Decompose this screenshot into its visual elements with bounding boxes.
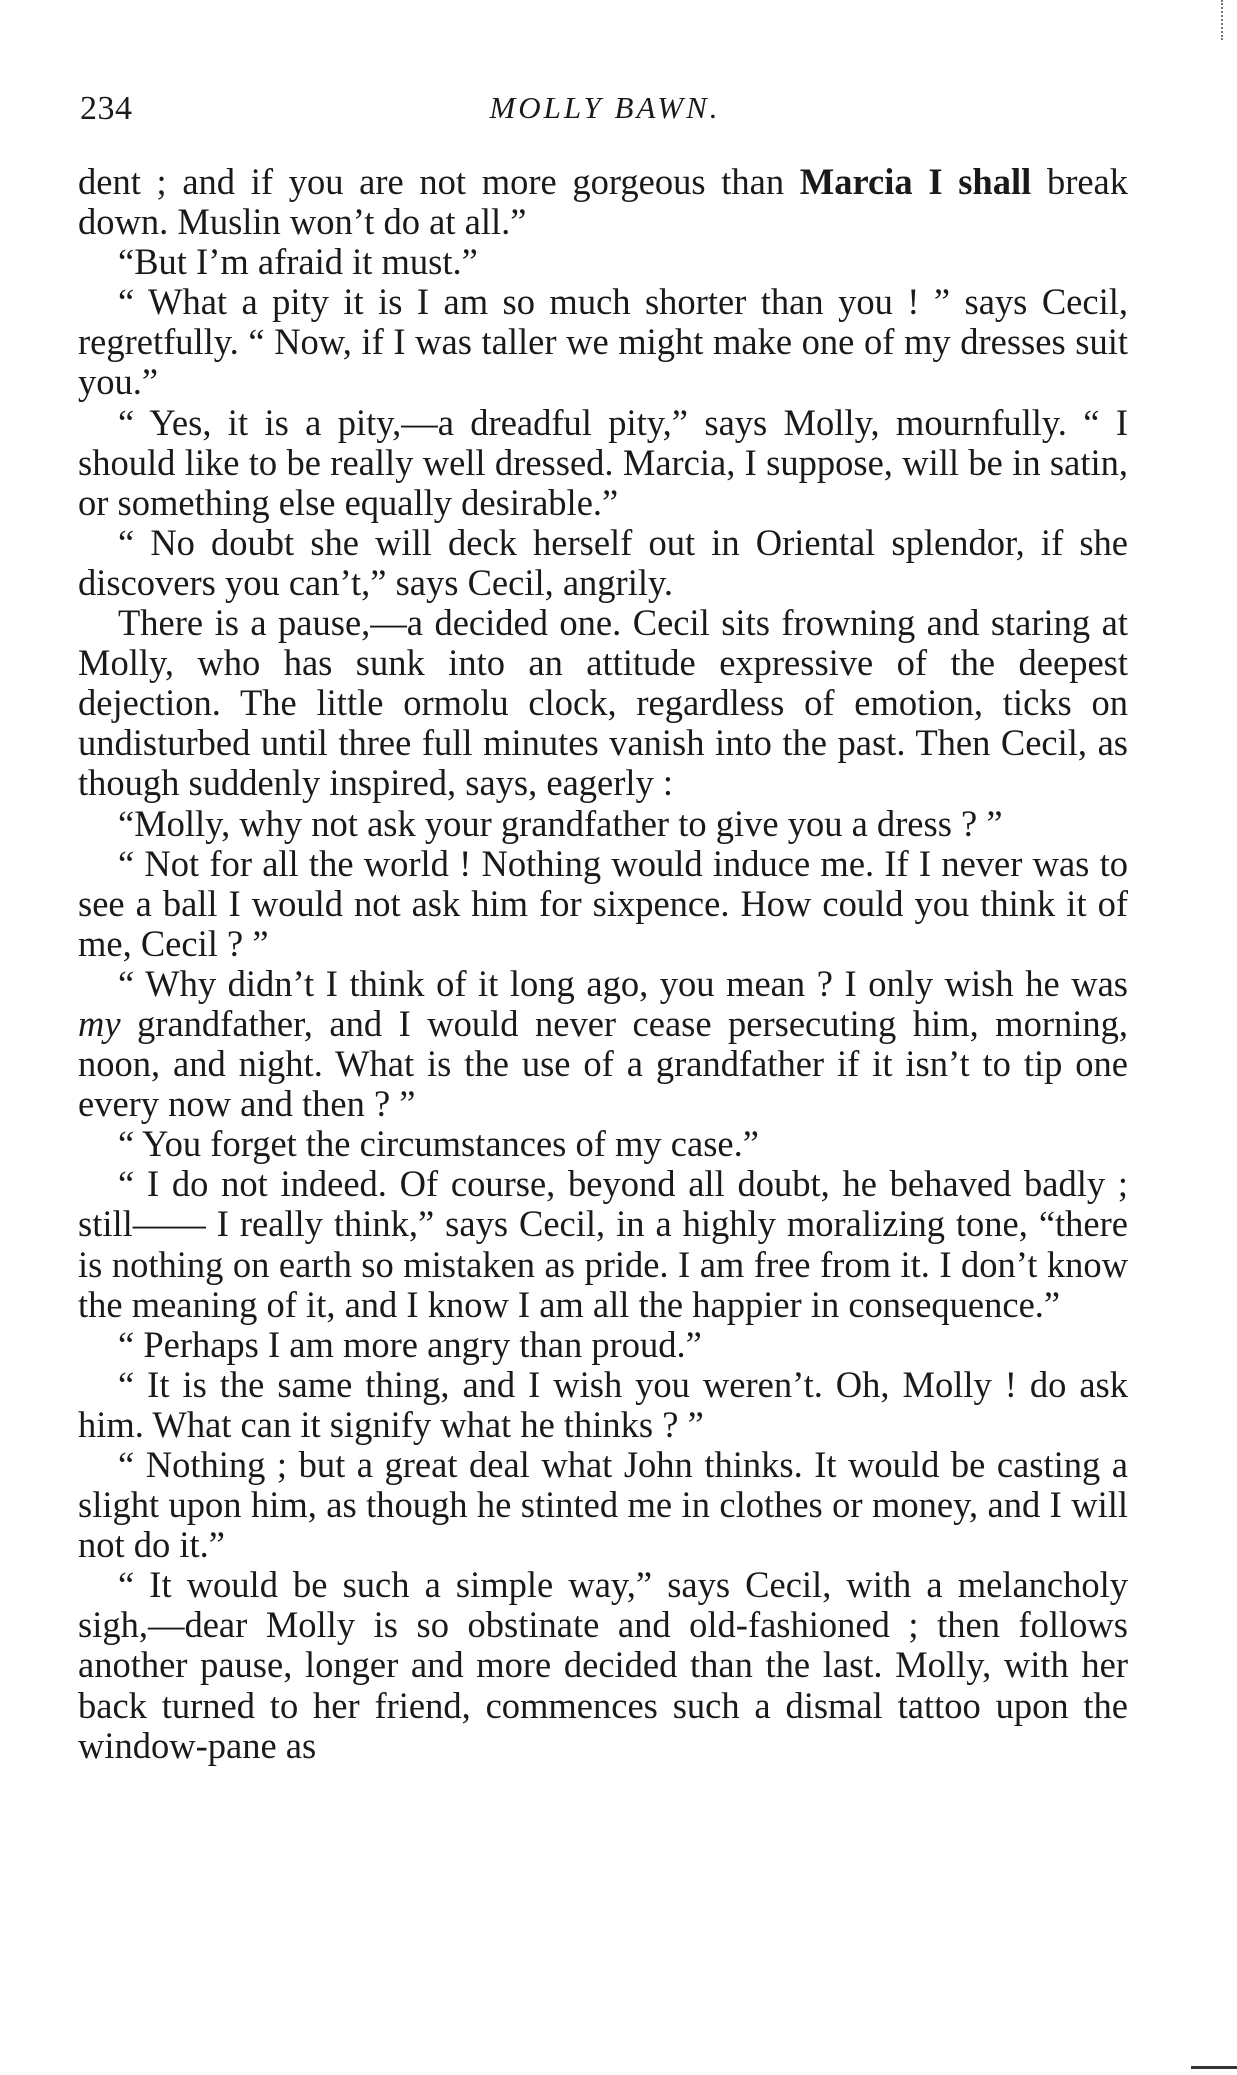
page-edge-mark <box>1221 0 1237 40</box>
paragraph-9-italic: my <box>78 1002 121 1044</box>
body-text <box>78 162 1128 1766</box>
paragraph-11: “ I do not indeed. Of course, beyond all doubt, he behaved badly ; still—— I really think,” says Cecil, in a highly moralizing tone, “there is nothing on earth so mistaken as pride. I am free from it. I don’t know the meaning of it, and I know I am all the happier in consequence.” <box>78 1163 1128 1325</box>
paragraph-4: “ Yes, it is a pity,—a dreadful pity,” says Molly, mournfully. “ I should like to be really well dressed. Marcia, I suppose, will be in satin, or something else equally desirable.” <box>78 401 1128 523</box>
paragraph-13: “ It is the same thing, and I wish you weren’t. Oh, Molly ! do ask him. What can it signify what he thinks ? ” <box>78 1363 1128 1445</box>
paragraph-10: “ You forget the circumstances of my case.” <box>118 1123 759 1165</box>
paragraph-7: “Molly, why not ask your grandfather to give you a dress ? ” <box>118 802 1003 844</box>
paragraph-9-part-c: grandfather, and I would never cease persecuting him, morning, noon, and night. What is the use of a grandfather if it isn’t to tip one every now and then ? ” <box>78 1002 1128 1125</box>
page-edge-mark-bottom <box>1191 2066 1237 2069</box>
paragraph-8: “ Not for all the world ! Nothing would induce me. If I never was to see a ball I would not ask him for sixpence. How could you think it of me, Cecil ? ” <box>78 842 1128 964</box>
paragraph-1-emphasis: Marcia I shall <box>799 161 1032 202</box>
running-title: MOLLY BAWN. <box>489 90 721 125</box>
paragraph-15: “ It would be such a simple way,” says Cecil, with a melancholy sigh,—dear Molly is so obstinate and old-fashioned ; then follows another pause, longer and more decided than the last. Molly, with her back turned to her friend, commences such a dismal tattoo upon the window-pane as <box>78 1564 1128 1766</box>
paragraph-1-part-c: break down. Muslin won’t do at all.” <box>78 161 1128 243</box>
paragraph-2: “But I’m afraid it must.” <box>118 241 478 283</box>
paragraph-1-part-a: dent ; and if you are not more gorgeous than <box>78 161 800 202</box>
paragraph-12: “ Perhaps I am more angry than proud.” <box>118 1323 702 1365</box>
paragraph-1 <box>78 162 1128 242</box>
paragraph-3: “ What a pity it is I am so much shorter than you ! ” says Cecil, regretfully. “ Now, if I was taller we might make one of my dresses suit you.” <box>78 281 1128 403</box>
paragraph-6: There is a pause,—a decided one. Cecil sits frowning and staring at Molly, who has sunk into an attitude expressive of the deepest dejection. The little ormolu clock, regardless of emotion, ticks on undisturbed until three full minutes vanish into the past. Then Cecil, as though suddenly inspired, says, eagerly : <box>78 602 1128 804</box>
page-header <box>80 80 1130 140</box>
paragraph-14: “ Nothing ; but a great deal what John thinks. It would be casting a slight upon him, as though he stinted me in clothes or money, and I will not do it.” <box>78 1444 1128 1566</box>
page-number: 234 <box>80 90 133 127</box>
paragraph-5: “ No doubt she will deck herself out in Oriental splendor, if she discovers you can’t,” says Cecil, angrily. <box>78 521 1128 603</box>
paragraph-9-part-a: “ Why didn’t I think of it long ago, you mean ? I only wish he was <box>118 962 1128 1004</box>
paragraph-9 <box>78 964 1128 1124</box>
